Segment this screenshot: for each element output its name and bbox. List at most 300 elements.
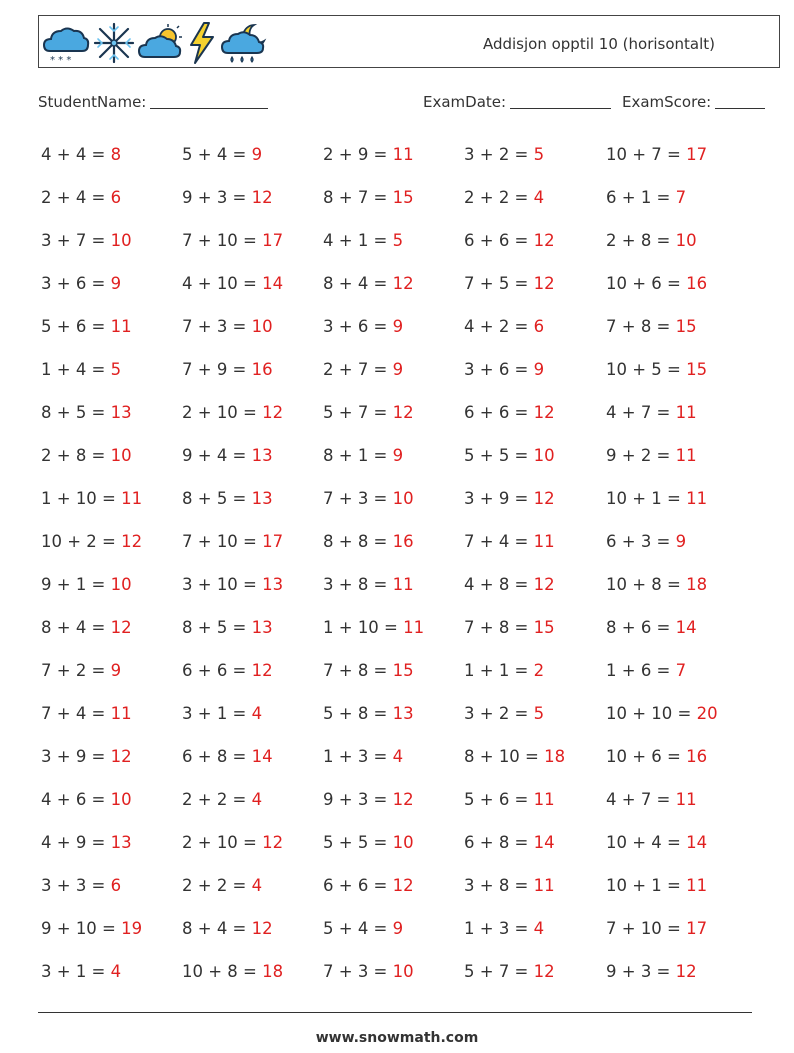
problem-question: 10 + 5 =: [606, 360, 687, 379]
problem-cell: [606, 440, 746, 483]
problem-answer: 12: [675, 962, 697, 981]
problem-question: 5 + 4 =: [323, 919, 393, 938]
problem-answer: 14: [251, 747, 273, 766]
problem-question: 8 + 4 =: [182, 919, 252, 938]
problem-cell: [182, 655, 323, 698]
problem-question: 7 + 2 =: [41, 661, 111, 680]
problem-question: 2 + 10 =: [182, 403, 263, 422]
problem-answer: 12: [392, 876, 414, 895]
problem-answer: 9: [251, 145, 263, 164]
problem-answer: 12: [392, 274, 414, 293]
problem-cell: [182, 526, 323, 569]
problem-cell: [323, 741, 464, 784]
problem-answer: 11: [121, 489, 143, 508]
problem-cell: [41, 569, 182, 612]
problem-cell: [41, 483, 182, 526]
problem-answer: 18: [262, 962, 284, 981]
problem-answer: 11: [533, 876, 555, 895]
problem-question: 5 + 4 =: [182, 145, 252, 164]
problem-answer: 12: [533, 403, 555, 422]
problem-answer: 7: [675, 188, 687, 207]
problem-answer: 12: [262, 403, 284, 422]
problem-cell: [464, 741, 606, 784]
problem-question: 2 + 10 =: [182, 833, 263, 852]
problem-cell: [464, 354, 606, 397]
problem-question: 7 + 10 =: [182, 532, 263, 551]
problem-cell: [323, 526, 464, 569]
problem-answer: 13: [262, 575, 284, 594]
exam-date-line: [510, 95, 611, 109]
svg-text:* * *: * * *: [50, 55, 72, 65]
problem-question: 8 + 10 =: [464, 747, 545, 766]
problem-cell: [182, 483, 323, 526]
problem-answer: 20: [696, 704, 718, 723]
problem-grid: [41, 139, 746, 999]
problem-cell: [41, 870, 182, 913]
problem-cell: [606, 397, 746, 440]
problem-answer: 10: [392, 489, 414, 508]
problem-question: 9 + 3 =: [606, 962, 676, 981]
problem-question: 10 + 1 =: [606, 876, 687, 895]
student-name-field: [38, 93, 268, 111]
problem-answer: 17: [262, 231, 284, 250]
problem-answer: 11: [110, 317, 132, 336]
problem-cell: [464, 483, 606, 526]
problem-answer: 10: [251, 317, 273, 336]
problem-question: 1 + 6 =: [606, 661, 676, 680]
problem-answer: 11: [110, 704, 132, 723]
problem-cell: [41, 139, 182, 182]
problem-cell: [606, 182, 746, 225]
worksheet-title: Addisjon opptil 10 (horisontalt): [482, 35, 715, 53]
problem-question: 6 + 8 =: [464, 833, 534, 852]
problem-cell: [182, 870, 323, 913]
problem-cell: [41, 440, 182, 483]
problem-answer: 9: [392, 446, 404, 465]
student-name-line: [150, 95, 268, 109]
problem-question: 7 + 5 =: [464, 274, 534, 293]
problem-answer: 12: [533, 575, 555, 594]
problem-answer: 16: [392, 532, 414, 551]
problem-question: 3 + 9 =: [41, 747, 111, 766]
problem-answer: 5: [533, 704, 545, 723]
problem-question: 4 + 7 =: [606, 403, 676, 422]
problem-question: 1 + 3 =: [464, 919, 534, 938]
problem-cell: [606, 139, 746, 182]
problem-cell: [464, 956, 606, 999]
problem-cell: [182, 913, 323, 956]
problem-answer: 9: [533, 360, 545, 379]
problem-question: 3 + 1 =: [182, 704, 252, 723]
problem-answer: 16: [251, 360, 273, 379]
problem-question: 10 + 10 =: [606, 704, 697, 723]
problem-cell: [41, 784, 182, 827]
problem-question: 7 + 9 =: [182, 360, 252, 379]
problem-cell: [323, 612, 464, 655]
student-name-label: StudentName:: [38, 93, 147, 111]
problem-cell: [182, 440, 323, 483]
problem-question: 8 + 4 =: [323, 274, 393, 293]
exam-score-label: ExamScore:: [622, 93, 712, 111]
problem-question: 8 + 4 =: [41, 618, 111, 637]
problem-cell: [606, 655, 746, 698]
problem-question: 1 + 1 =: [464, 661, 534, 680]
problem-answer: 12: [251, 188, 273, 207]
problem-question: 7 + 3 =: [323, 962, 393, 981]
problem-answer: 12: [262, 833, 284, 852]
problem-question: 4 + 1 =: [323, 231, 393, 250]
problem-cell: [606, 827, 746, 870]
problem-question: 9 + 2 =: [606, 446, 676, 465]
problem-cell: [464, 784, 606, 827]
problem-cell: [464, 139, 606, 182]
problem-cell: [464, 655, 606, 698]
problem-question: 2 + 2 =: [182, 790, 252, 809]
problem-question: 9 + 3 =: [323, 790, 393, 809]
problem-question: 1 + 10 =: [41, 489, 122, 508]
problem-answer: 6: [533, 317, 545, 336]
problem-question: 3 + 6 =: [41, 274, 111, 293]
problem-cell: [323, 913, 464, 956]
problem-answer: 12: [533, 962, 555, 981]
problem-cell: [182, 311, 323, 354]
problem-cell: [41, 182, 182, 225]
problem-cell: [606, 483, 746, 526]
problem-cell: [606, 569, 746, 612]
sun-cloud-icon: [138, 21, 184, 65]
problem-answer: 2: [533, 661, 545, 680]
problem-cell: [323, 268, 464, 311]
problem-answer: 16: [686, 274, 708, 293]
problem-answer: 4: [392, 747, 404, 766]
problem-question: 8 + 5 =: [182, 489, 252, 508]
problem-answer: 12: [392, 403, 414, 422]
problem-answer: 10: [675, 231, 697, 250]
problem-answer: 4: [110, 962, 122, 981]
problem-cell: [182, 956, 323, 999]
problem-question: 2 + 4 =: [41, 188, 111, 207]
problem-cell: [182, 397, 323, 440]
problem-cell: [182, 827, 323, 870]
problem-cell: [464, 526, 606, 569]
problem-answer: 15: [675, 317, 697, 336]
problem-question: 10 + 6 =: [606, 747, 687, 766]
problem-answer: 10: [110, 575, 132, 594]
problem-question: 3 + 2 =: [464, 704, 534, 723]
weather-icons: [42, 20, 268, 66]
problem-cell: [606, 698, 746, 741]
problem-answer: 11: [403, 618, 425, 637]
problem-answer: 15: [533, 618, 555, 637]
problem-cell: [182, 698, 323, 741]
problem-question: 3 + 1 =: [41, 962, 111, 981]
problem-question: 3 + 2 =: [464, 145, 534, 164]
problem-answer: 11: [533, 532, 555, 551]
problem-question: 3 + 6 =: [464, 360, 534, 379]
problem-cell: [41, 913, 182, 956]
problem-question: 1 + 10 =: [323, 618, 404, 637]
problem-cell: [606, 913, 746, 956]
problem-question: 6 + 3 =: [606, 532, 676, 551]
problem-cell: [606, 956, 746, 999]
header-box: [38, 15, 780, 68]
problem-question: 1 + 3 =: [323, 747, 393, 766]
problem-cell: [464, 612, 606, 655]
problem-question: 7 + 10 =: [182, 231, 263, 250]
problem-question: 7 + 3 =: [182, 317, 252, 336]
problem-cell: [41, 225, 182, 268]
problem-cell: [464, 268, 606, 311]
problem-question: 10 + 1 =: [606, 489, 687, 508]
problem-question: 4 + 6 =: [41, 790, 111, 809]
problem-answer: 4: [533, 919, 545, 938]
problem-question: 10 + 4 =: [606, 833, 687, 852]
problem-question: 6 + 6 =: [464, 403, 534, 422]
problem-answer: 11: [675, 790, 697, 809]
problem-question: 1 + 4 =: [41, 360, 111, 379]
problem-cell: [606, 870, 746, 913]
problem-question: 3 + 9 =: [464, 489, 534, 508]
problem-answer: 9: [110, 661, 122, 680]
problem-answer: 17: [262, 532, 284, 551]
problem-answer: 13: [110, 403, 132, 422]
problem-answer: 13: [251, 446, 273, 465]
problem-answer: 9: [392, 919, 404, 938]
problem-question: 9 + 1 =: [41, 575, 111, 594]
problem-cell: [182, 741, 323, 784]
problem-question: 5 + 8 =: [323, 704, 393, 723]
problem-answer: 11: [686, 489, 708, 508]
problem-cell: [323, 397, 464, 440]
problem-question: 3 + 6 =: [323, 317, 393, 336]
problem-cell: [323, 827, 464, 870]
problem-question: 9 + 4 =: [182, 446, 252, 465]
problem-cell: [606, 311, 746, 354]
problem-question: 9 + 10 =: [41, 919, 122, 938]
problem-question: 8 + 5 =: [41, 403, 111, 422]
problem-answer: 11: [686, 876, 708, 895]
problem-question: 2 + 8 =: [41, 446, 111, 465]
problem-answer: 5: [392, 231, 404, 250]
problem-question: 3 + 8 =: [464, 876, 534, 895]
problem-cell: [323, 182, 464, 225]
problem-cell: [41, 311, 182, 354]
problem-question: 6 + 1 =: [606, 188, 676, 207]
problem-answer: 12: [392, 790, 414, 809]
problem-cell: [41, 741, 182, 784]
problem-answer: 10: [110, 446, 132, 465]
footer-divider: [38, 1012, 752, 1013]
problem-answer: 19: [121, 919, 143, 938]
problem-answer: 9: [110, 274, 122, 293]
problem-cell: [464, 397, 606, 440]
problem-answer: 11: [392, 575, 414, 594]
footer-url: www.snowmath.com: [315, 1030, 479, 1046]
problem-question: 3 + 3 =: [41, 876, 111, 895]
problem-answer: 10: [533, 446, 555, 465]
problem-answer: 6: [110, 188, 122, 207]
problem-cell: [41, 698, 182, 741]
problem-answer: 4: [251, 704, 263, 723]
problem-cell: [182, 354, 323, 397]
problem-cell: [606, 526, 746, 569]
problem-cell: [41, 397, 182, 440]
problem-question: 8 + 1 =: [323, 446, 393, 465]
problem-question: 2 + 2 =: [182, 876, 252, 895]
problem-cell: [464, 569, 606, 612]
problem-cell: [464, 870, 606, 913]
problem-answer: 4: [533, 188, 545, 207]
problem-question: 2 + 7 =: [323, 360, 393, 379]
problem-cell: [606, 741, 746, 784]
exam-score-field: [622, 93, 765, 111]
problem-question: 10 + 2 =: [41, 532, 122, 551]
problem-answer: 17: [686, 145, 708, 164]
problem-cell: [323, 354, 464, 397]
problem-question: 7 + 10 =: [606, 919, 687, 938]
problem-question: 8 + 7 =: [323, 188, 393, 207]
problem-answer: 12: [533, 274, 555, 293]
problem-question: 8 + 8 =: [323, 532, 393, 551]
problem-answer: 14: [262, 274, 284, 293]
problem-cell: [606, 354, 746, 397]
problem-answer: 12: [251, 919, 273, 938]
problem-cell: [41, 526, 182, 569]
problem-cell: [41, 655, 182, 698]
problem-cell: [41, 354, 182, 397]
problem-question: 4 + 8 =: [464, 575, 534, 594]
problem-answer: 13: [392, 704, 414, 723]
problem-question: 4 + 7 =: [606, 790, 676, 809]
problem-question: 6 + 6 =: [323, 876, 393, 895]
problem-cell: [41, 268, 182, 311]
problem-question: 10 + 6 =: [606, 274, 687, 293]
problem-answer: 15: [392, 188, 414, 207]
problem-answer: 12: [110, 618, 132, 637]
problem-question: 7 + 8 =: [606, 317, 676, 336]
problem-answer: 5: [110, 360, 122, 379]
problem-cell: [323, 655, 464, 698]
problem-answer: 4: [251, 790, 263, 809]
problem-answer: 13: [251, 489, 273, 508]
problem-cell: [182, 612, 323, 655]
lightning-icon: [186, 21, 218, 65]
exam-date-field: [423, 93, 611, 111]
problem-answer: 15: [686, 360, 708, 379]
problem-cell: [464, 311, 606, 354]
problem-cell: [464, 182, 606, 225]
problem-answer: 8: [110, 145, 122, 164]
problem-answer: 16: [686, 747, 708, 766]
problem-cell: [323, 483, 464, 526]
problem-answer: 9: [675, 532, 687, 551]
problem-answer: 11: [675, 403, 697, 422]
snowflake-icon: [92, 21, 136, 65]
problem-cell: [606, 612, 746, 655]
problem-answer: 11: [392, 145, 414, 164]
problem-question: 4 + 9 =: [41, 833, 111, 852]
problem-question: 7 + 8 =: [464, 618, 534, 637]
problem-cell: [323, 569, 464, 612]
problem-cell: [182, 569, 323, 612]
problem-cell: [182, 268, 323, 311]
snow-cloud-icon: [42, 21, 90, 65]
problem-cell: [606, 268, 746, 311]
problem-answer: 11: [675, 446, 697, 465]
problem-question: 7 + 4 =: [41, 704, 111, 723]
problem-cell: [464, 225, 606, 268]
problem-question: 2 + 9 =: [323, 145, 393, 164]
exam-score-line: [715, 95, 765, 109]
problem-cell: [182, 784, 323, 827]
problem-question: 8 + 6 =: [606, 618, 676, 637]
problem-question: 2 + 8 =: [606, 231, 676, 250]
problem-answer: 14: [675, 618, 697, 637]
problem-question: 7 + 8 =: [323, 661, 393, 680]
problem-answer: 12: [533, 489, 555, 508]
problem-question: 4 + 10 =: [182, 274, 263, 293]
problem-cell: [464, 827, 606, 870]
problem-answer: 12: [251, 661, 273, 680]
problem-cell: [323, 870, 464, 913]
problem-answer: 10: [392, 962, 414, 981]
problem-answer: 6: [110, 876, 122, 895]
problem-cell: [464, 913, 606, 956]
problem-question: 9 + 3 =: [182, 188, 252, 207]
problem-answer: 14: [686, 833, 708, 852]
problem-answer: 18: [544, 747, 566, 766]
problem-question: 5 + 7 =: [323, 403, 393, 422]
problem-question: 6 + 6 =: [182, 661, 252, 680]
problem-cell: [41, 827, 182, 870]
problem-answer: 4: [251, 876, 263, 895]
problem-cell: [464, 698, 606, 741]
problem-question: 2 + 2 =: [464, 188, 534, 207]
problem-cell: [323, 440, 464, 483]
problem-question: 5 + 6 =: [464, 790, 534, 809]
problem-cell: [182, 182, 323, 225]
problem-answer: 18: [686, 575, 708, 594]
problem-question: 4 + 4 =: [41, 145, 111, 164]
problem-cell: [606, 225, 746, 268]
problem-answer: 15: [392, 661, 414, 680]
problem-answer: 13: [110, 833, 132, 852]
problem-answer: 5: [533, 145, 545, 164]
problem-question: 4 + 2 =: [464, 317, 534, 336]
problem-answer: 10: [110, 790, 132, 809]
problem-answer: 7: [675, 661, 687, 680]
problem-cell: [182, 225, 323, 268]
problem-answer: 12: [533, 231, 555, 250]
problem-question: 3 + 10 =: [182, 575, 263, 594]
problem-cell: [323, 698, 464, 741]
problem-question: 6 + 6 =: [464, 231, 534, 250]
problem-answer: 11: [533, 790, 555, 809]
problem-cell: [606, 784, 746, 827]
problem-answer: 9: [392, 317, 404, 336]
problem-cell: [323, 139, 464, 182]
problem-question: 7 + 4 =: [464, 532, 534, 551]
problem-cell: [182, 139, 323, 182]
problem-answer: 12: [110, 747, 132, 766]
problem-answer: 13: [251, 618, 273, 637]
problem-answer: 10: [392, 833, 414, 852]
problem-answer: 17: [686, 919, 708, 938]
problem-question: 10 + 8 =: [606, 575, 687, 594]
problem-answer: 10: [110, 231, 132, 250]
problem-question: 8 + 5 =: [182, 618, 252, 637]
problem-cell: [323, 225, 464, 268]
